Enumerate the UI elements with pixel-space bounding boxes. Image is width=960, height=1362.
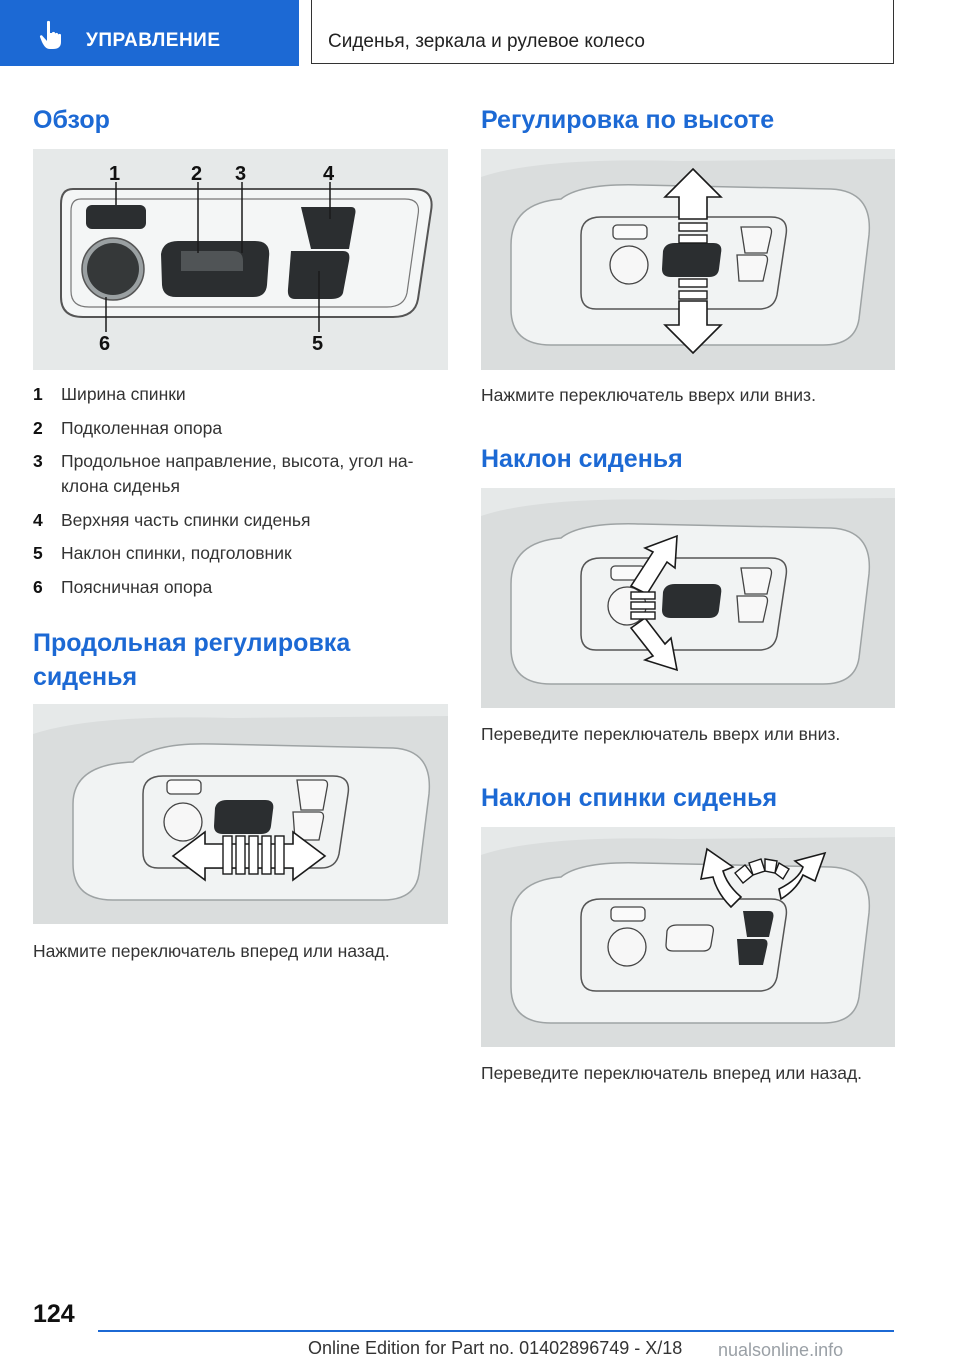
overview-legend [33, 382, 453, 608]
overview-figure [33, 149, 448, 370]
legend-item: 1 Ширина спинки [33, 384, 186, 404]
footer-divider [98, 1330, 894, 1332]
backrest-caption: Переведите переключатель вперед или назад. [481, 1063, 863, 1083]
fore-aft-figure [33, 704, 448, 924]
legend-item: 4 Верхняя часть спинки сиденья [33, 509, 311, 530]
breadcrumb-text: Сиденья, зеркала и рулевое колесо [328, 31, 645, 52]
callout-1: 1 [109, 163, 121, 185]
pointing-hand-icon [38, 20, 66, 50]
height-heading: Регулировка по высоте [481, 106, 775, 134]
height-figure [481, 149, 895, 370]
tilt-heading: Наклон сиденья [481, 445, 683, 473]
callout-2: 2 [191, 163, 203, 185]
callout-4: 4 [323, 163, 335, 185]
section-tab[interactable] [0, 0, 299, 66]
legend-item: 5 Наклон спинки, подголовник [33, 543, 292, 563]
callout-3: 3 [235, 163, 247, 185]
page-number: 124 [33, 1300, 75, 1328]
callout-5: 5 [312, 333, 324, 355]
backrest-figure [481, 827, 895, 1047]
fore-aft-caption: Нажмите переключатель вперед или назад. [33, 941, 390, 961]
legend-item: 6 Поясничная опора [33, 576, 213, 597]
tilt-caption: Переведите переключатель вверх или вниз. [481, 724, 841, 744]
legend-item: 3 Продольное направление, высота, угол на‐клона сиденья [33, 451, 414, 496]
height-caption: Нажмите переключатель вверх или вниз. [481, 385, 816, 405]
edition-text: Online Edition for Part no. 01402896749 - X/18 [308, 1338, 683, 1358]
watermark: nualsonline.info [718, 1340, 844, 1360]
section-label: УПРАВЛЕНИЕ [86, 30, 221, 51]
backrest-heading: Наклон спинки сиденья [481, 784, 778, 812]
overview-heading: Обзор [33, 106, 110, 134]
tilt-figure [481, 488, 895, 708]
legend-item: 2 Подколенная опора [33, 417, 223, 438]
fore-aft-heading: Продольная регулировка сиденья [33, 629, 351, 691]
breadcrumb [311, 0, 894, 64]
callout-6: 6 [99, 333, 111, 355]
